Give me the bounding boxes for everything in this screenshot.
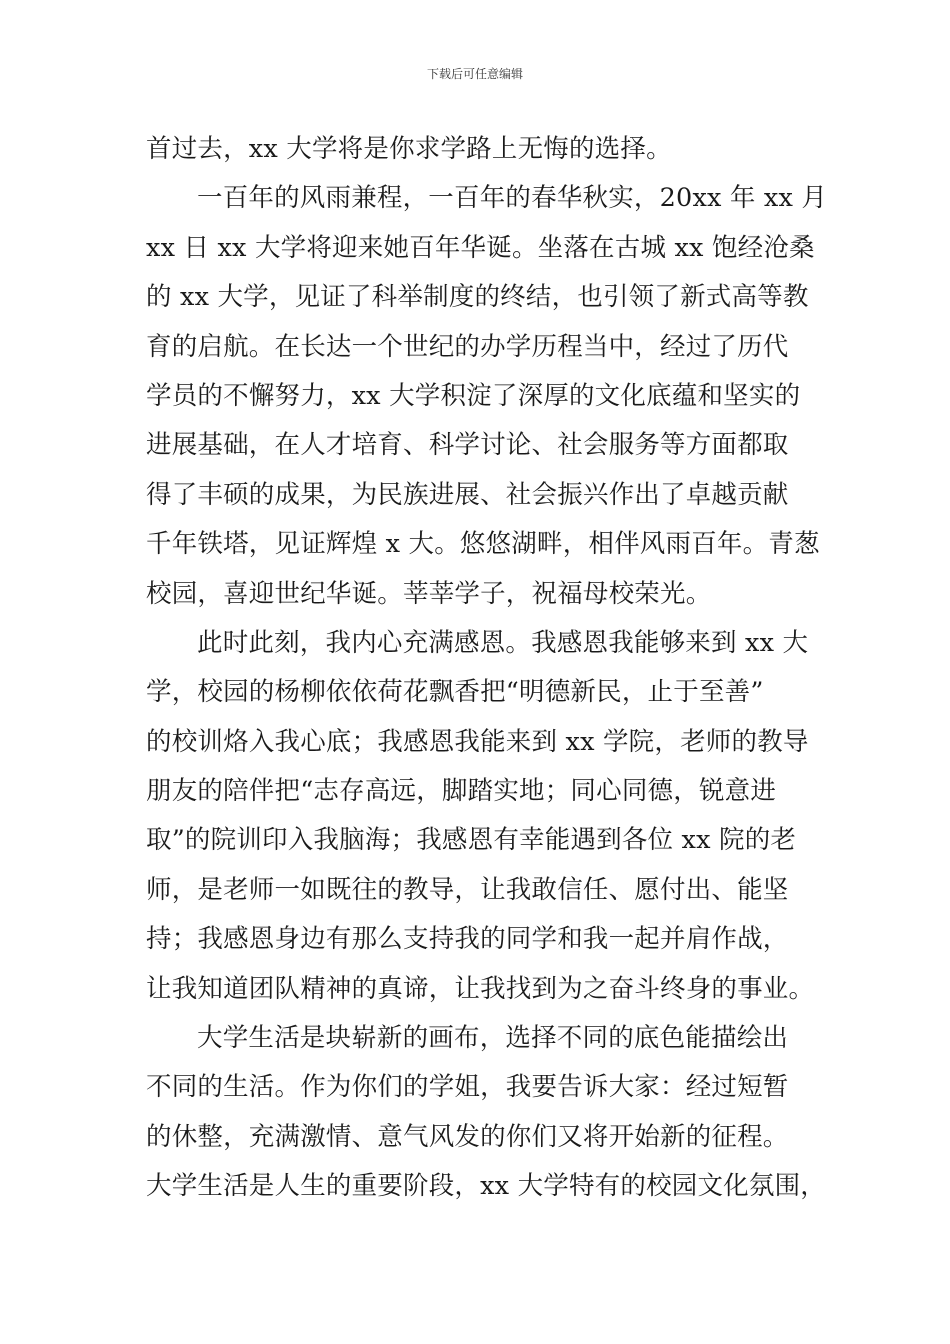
text-line: 学，校园的杨柳依依荷花飘香把“明德新民，止于至善” bbox=[146, 677, 764, 708]
text-line: 得了丰硕的成果，为民族进展、社会振兴作出了卓越贡献 bbox=[146, 479, 789, 510]
text-line: 不同的生活。作为你们的学姐，我要告诉大家：经过短暂 bbox=[146, 1072, 789, 1103]
paragraph bbox=[146, 1014, 826, 1212]
text-line: 大学生活是人生的重要阶段，xx 大学特有的校园文化氛围， bbox=[146, 1171, 826, 1202]
text-line: 一百年的风雨兼程，一百年的春华秋实，20xx 年 xx 月 bbox=[197, 183, 828, 214]
text-line: 的校训烙入我心底；我感恩我能来到 xx 学院，老师的教导 bbox=[146, 726, 809, 757]
text-line: 取”的院训印入我脑海；我感恩有幸能遇到各位 xx 院的老 bbox=[146, 825, 797, 856]
text-line: 朋友的陪伴把“志存高远，脚踏实地；同心同德，锐意进 bbox=[146, 776, 777, 807]
paragraph bbox=[146, 125, 826, 174]
text-line: 学员的不懈努力，xx 大学积淀了深厚的文化底蕴和坚实的 bbox=[146, 380, 801, 411]
paragraph bbox=[146, 619, 826, 1014]
text-line: 校园，喜迎世纪华诞。莘莘学子，祝福母校荣光。 bbox=[146, 578, 712, 609]
text-line: xx 日 xx 大学将迎来她百年华诞。坐落在古城 xx 饱经沧桑 bbox=[146, 232, 815, 263]
text-line: 此时此刻，我内心充满感恩。我感恩我能够来到 xx 大 bbox=[197, 627, 809, 658]
text-line: 让我知道团队精神的真谛，让我找到为之奋斗终身的事业。 bbox=[146, 973, 815, 1004]
text-line: 的 xx 大学，见证了科举制度的终结，也引领了新式高等教 bbox=[146, 282, 809, 313]
text-line: 千年铁塔，见证辉煌 x 大。悠悠湖畔，相伴风雨百年。青葱 bbox=[146, 529, 820, 560]
text-line: 持；我感恩身边有那么支持我的同学和我一起并肩作战， bbox=[146, 924, 789, 955]
document-body bbox=[146, 125, 826, 1212]
text-line: 首过去，xx 大学将是你求学路上无悔的选择。 bbox=[146, 134, 672, 164]
text-line: 大学生活是块崭新的画布，选择不同的底色能描绘出 bbox=[197, 1023, 789, 1054]
text-line: 育的启航。在长达一个世纪的办学历程当中，经过了历代 bbox=[146, 331, 789, 362]
page-header: 下载后可任意编辑 bbox=[426, 67, 523, 81]
text-line: 师，是老师一如既往的教导，让我敢信任、愿付出、能坚 bbox=[146, 874, 789, 905]
text-line: 的休整，充满激情、意气风发的你们又将开始新的征程。 bbox=[146, 1121, 789, 1152]
text-line: 进展基础，在人才培育、科学讨论、社会服务等方面都取 bbox=[146, 430, 789, 461]
paragraph bbox=[146, 174, 826, 619]
